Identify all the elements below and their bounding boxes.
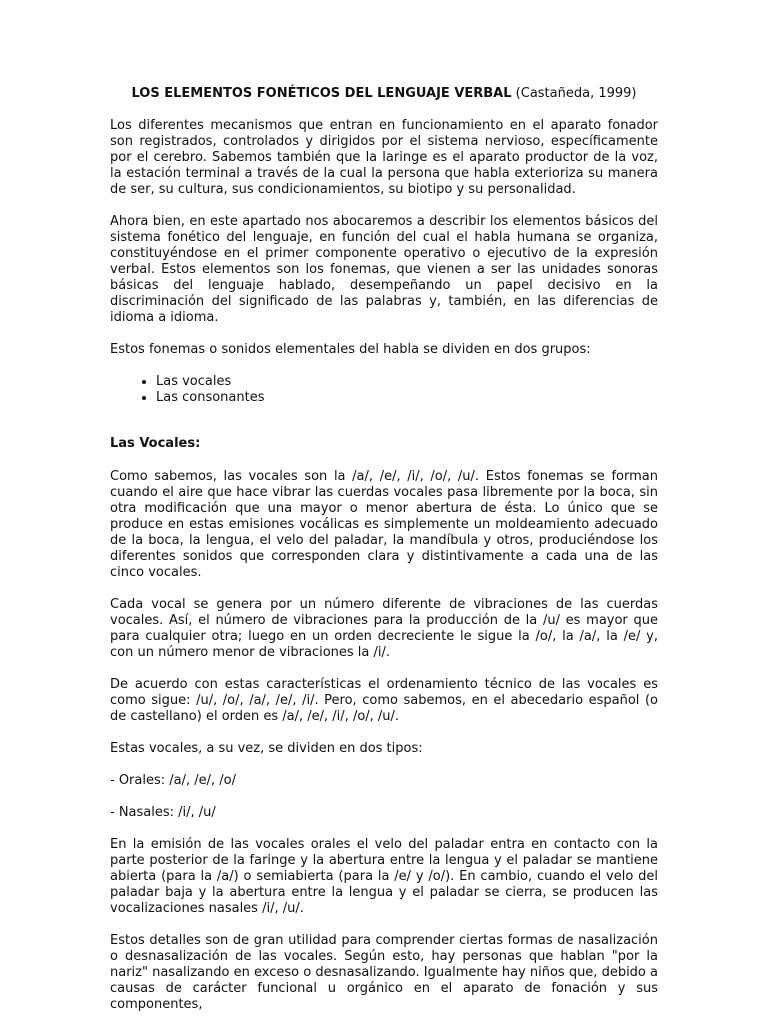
paragraph-intro-1: Los diferentes mecanismos que entran en funcionamiento en el aparato fonador son registrados, controlados y dirigidos por el sistema nervioso, específicamente por el cerebro. Sabemos también que la laringe es el aparato productor de la voz, la estación terminal a través de la cual la persona que habla exterioriza su manera de ser, su cultura, sus condicionamientos, su biotipo y su personalidad. [110,118,658,197]
paragraph-vocales-2: Cada vocal se genera por un número diferente de vibraciones de las cuerdas vocales. Así, el número de vibraciones para la producción de la /u/ es mayor que para cualquier otra; luego en un orden decreciente le sigue la /o/, la /a/, la /e/ y, con un número menor de vibraciones la /i/. [110,597,658,660]
paragraph-vocales-3: De acuerdo con estas características el ordenamiento técnico de las vocales es como sigue: /u/, /o/, /a/, /e/, /i/. Pero, como sabemos, en el abecedario español (o de castellano) el orden es /a/, /e/, /i/, /o/, /u/. [110,677,658,724]
paragraph-vocales-1: Como sabemos, las vocales son la /a/, /e/, /i/, /o/, /u/. Estos fonemas se forman cuando el aire que hace vibrar las cuerdas vocales pasa libremente por la boca, sin otra modificación que una mayor o menor abertura de ésta. Lo único que se produce en estas emisiones vocálicas es simplemente un moldeamiento adecuado de la boca, la lengua, el velo del paladar, la mandíbula y otros, produciéndose los diferentes sonidos que corresponden clara y distintivamente a cada una de las cinco vocales. [110,469,658,580]
title-citation: (Castañeda, 1999) [511,86,637,101]
paragraph-vocales-7: En la emisión de las vocales orales el velo del paladar entra en contacto con la parte posterior de la faringe y la abertura entre la lengua y el paladar se mantiene abierta (para la /a/) o semiabierta (para la /e/ y /o/). En cambio, cuando el velo del paladar baja y la abertura entre la lengua y el paladar se cierra, se producen las vocalizaciones nasales /i/, /u/. [110,837,658,916]
list-item: • Las consonantes [156,390,658,406]
paragraph-orales: - Orales: /a/, /e/, /o/ [110,773,236,788]
section-heading: Las Vocales: [110,436,201,451]
document-title [110,86,658,102]
phoneme-group-list [110,374,658,406]
paragraph-vocales-4: Estas vocales, a su vez, se dividen en dos tipos: [110,741,423,756]
paragraph-nasales: - Nasales: /i/, /u/ [110,805,216,820]
title-main: LOS ELEMENTOS FONÉTICOS DEL LENGUAJE VERBAL [131,86,512,101]
paragraph-intro-2: Ahora bien, en este apartado nos abocaremos a describir los elementos básicos del sistema fonético del lenguaje, en función del cual el habla humana se organiza, constituyéndose en el primer componente operativo o ejecutivo de la expresión verbal. Estos elementos son los fonemas, que vienen a ser las unidades sonoras básicas del lenguaje hablado, desempeñando un papel decisivo en la discriminación del significado de las palabras y, también, en las diferencias de idioma a idioma. [110,214,658,325]
paragraph-vocales-8: Estos detalles son de gran utilidad para comprender ciertas formas de nasalización o desnasalización de las vocales. Según esto, hay personas que hablan "por la nariz" nasalizando en exceso o desnasalizando. Igualmente hay niños que, debido a causas de carácter funcional u orgánico en el aparato de fonación y sus componentes, [110,933,658,1012]
paragraph-intro-3: Estos fonemas o sonidos elementales del habla se dividen en dos grupos: [110,342,591,357]
list-item: • Las vocales [156,374,658,390]
